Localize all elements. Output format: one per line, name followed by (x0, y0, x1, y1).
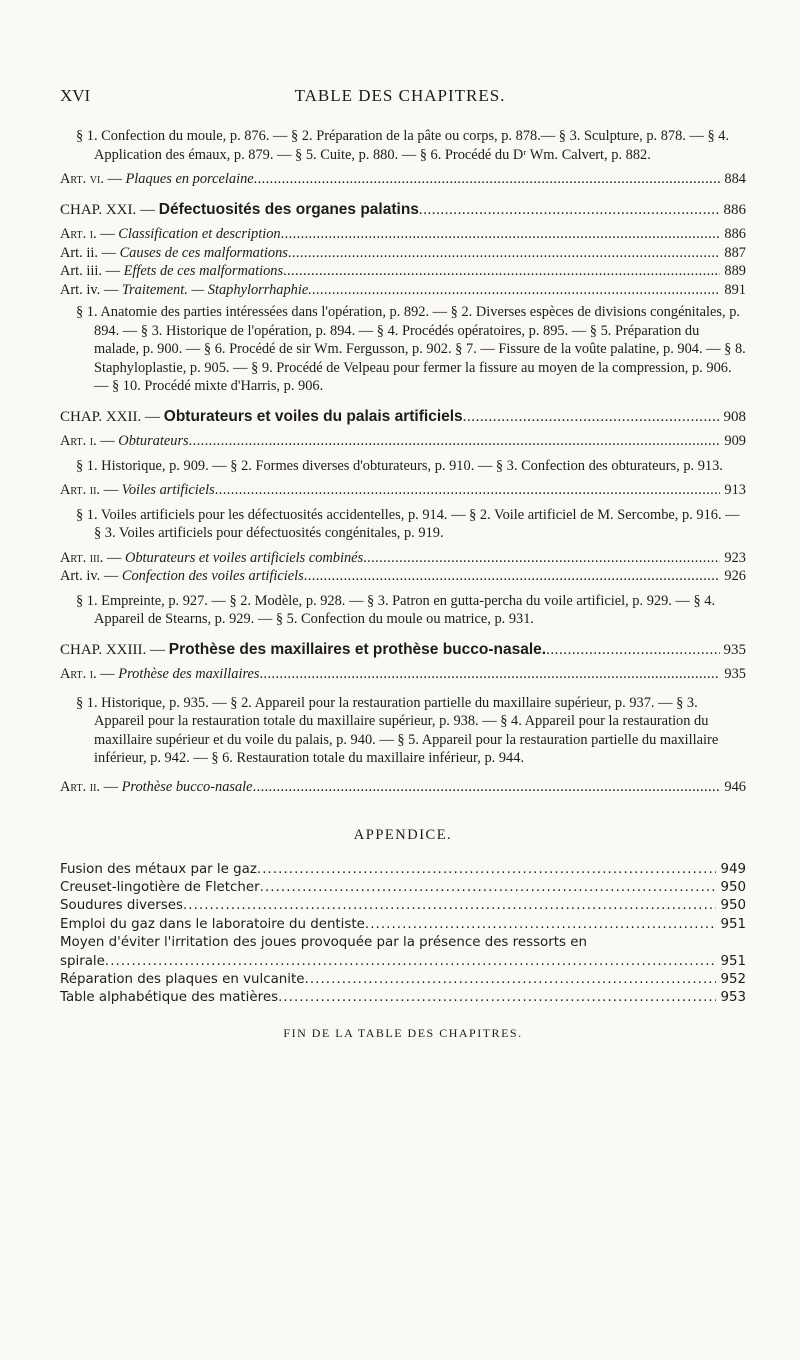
toc-chapter: CHAP. XXIII. — Prothèse des maxillaires et prothèse bucco-nasale. . . . 935 (60, 641, 746, 660)
page-ref: 887 (724, 244, 746, 261)
page-ref: 926 (724, 568, 746, 584)
appendix-list (60, 861, 746, 1008)
toc-content (60, 127, 746, 1042)
page-ref: 923 (724, 549, 746, 566)
toc-article: Art. ii. — Voiles artificiels . . . 913 (60, 481, 746, 500)
toc-article: Art. i. — Classification et description . . . 886 (60, 225, 746, 244)
end-note: FIN DE LA TABLE DES CHAPITRES. (283, 1025, 523, 1040)
page-ref: 889 (724, 263, 746, 279)
appendix-item: Creuset-lingotière de Fletcher . . . 950 (60, 879, 746, 897)
appendix-item: Emploi du gaz dans le laboratoire du dentiste . . . 951 (60, 916, 746, 934)
toc-article: Art. iv. — Confection des voiles artificiels . . . 926 (60, 567, 746, 586)
toc-article: Art. iii. — Effets de ces malformations . . . 889 (60, 262, 746, 281)
page-header (0, 86, 800, 110)
page-ref: 952 (720, 971, 746, 987)
appendix-item: Soudures diverses . . . 950 (60, 897, 746, 915)
toc-article: Art. i. — Prothèse des maxillaires . . . 935 (60, 665, 746, 684)
appendix-item: spirale . . . 951 (60, 953, 746, 971)
page-ref: 951 (720, 916, 746, 932)
page-ref: 884 (724, 171, 746, 187)
page-ref: 935 (724, 666, 746, 682)
toc-paragraph: § 1. Confection du moule, p. 876. — § 2. Préparation de la pâte ou corps, p. 878.— § 3. Sculpture, p. 878. — § 4. Application des émaux, p. 879. — § 5. Cuite, p. 880. — § 6. Procédé du Dʳ Wm. Calvert, p. 882. (76, 128, 730, 163)
toc-article: Art. i. — Obturateurs . . . 909 (60, 432, 746, 451)
toc-chapter: CHAP. XXII. — Obturateurs et voiles du palais artificiels . . . 908 (60, 408, 746, 427)
toc-paragraph: § 1. Historique, p. 935. — § 2. Appareil pour la restauration partielle du maxillaire supérieur, p. 937. — § 3. Appareil pour la restauration totale du maxillaire supérieur, p. 938. — § 4. Appareil pour la restauration du maxillaire supérieur et du voile du palais, p. 940. — § 5. Appareil pour la restauration partielle du maxillaire inférieur, p. 942. — § 6. Restauration totale du maxillaire inférieur, p. 944. (76, 694, 719, 766)
page-ref: 909 (724, 433, 746, 449)
page-ref: 950 (720, 879, 746, 895)
toc-paragraph: § 1. Empreinte, p. 927. — § 2. Modèle, p. 928. — § 3. Patron en gutta-percha du voile artificiel, p. 929. — § 4. Appareil de Stearns, p. 929. — § 5. Confection du moule ou matrice, p. 931. (76, 592, 716, 627)
page-ref: 935 (723, 641, 746, 658)
running-title: TABLE DES CHAPITRES. (294, 86, 506, 105)
page-ref: 891 (724, 281, 746, 298)
appendix-item: Réparation des plaques en vulcanite . . . 952 (60, 971, 746, 989)
page-ref: 886 (724, 226, 746, 242)
toc-paragraph: § 1. Voiles artificiels pour les défectuosités accidentelles, p. 914. — § 2. Voile artificiel de M. Sercombe, p. 916. — § 3. Voiles artificiels pour défectuosités congénitales, p. 919. (76, 506, 740, 541)
appendix-item: Table alphabétique des matières . . . 953 (60, 989, 746, 1007)
page-ref: 913 (724, 482, 746, 498)
page-ref: 946 (724, 778, 746, 795)
page-ref: 953 (720, 990, 746, 1006)
page-ref: 908 (723, 408, 746, 425)
toc-paragraph: § 1. Historique, p. 909. — § 2. Formes diverses d'obturateurs, p. 910. — § 3. Confection des obturateurs, p. 913. (76, 457, 723, 474)
toc-article: Art. iii. — Obturateurs et voiles artificiels combinés . . . 923 (60, 549, 746, 568)
toc-article: Art. ii. — Prothèse bucco-nasale . . . 946 (60, 778, 746, 797)
toc-paragraph: § 1. Anatomie des parties intéressées dans l'opération, p. 892. — § 2. Diverses espèces de divisions congénitales, p. 894. — § 3. Historique de l'opération, p. 894. — § 4. Procédés opératoires, p. 895. — § 5. Préparation du malade, p. 900. — § 6. Procédé de sir Wm. Fergusson, p. 902. § 7. — Fissure de la voûte palatine, p. 904. — § 8. Staphyloplastie, p. 905. — § 9. Procédé de Velpeau pour fermer la fissure au moyen de la compression, p. 906. — § 10. Procédé mixte d'Harris, p. 906. (76, 304, 746, 394)
page-number: XVI (60, 86, 91, 105)
appendix-item: Fusion des métaux par le gaz . . . 949 (60, 861, 746, 879)
toc-article: Art. ii. — Causes de ces malformations . . . 887 (60, 244, 746, 263)
page-ref: 951 (720, 953, 746, 969)
toc-chapter: CHAP. XXI. — Défectuosités des organes palatins . . . 886 (60, 201, 746, 220)
page-ref: 950 (720, 898, 746, 914)
toc-article: Art. iv. — Traitement. — Staphylorrhaphie. . . . 891 (60, 281, 746, 300)
page-ref: 886 (723, 201, 746, 218)
page-ref: 949 (720, 861, 746, 877)
toc-article: Art. vi. — Plaques en porcelaine . . . 884 (60, 170, 746, 189)
appendix-heading: APPENDICE. (353, 827, 453, 843)
appendix-item-line: Moyen d'éviter l'irritation des joues provoquée par la présence des ressorts en (60, 935, 587, 951)
